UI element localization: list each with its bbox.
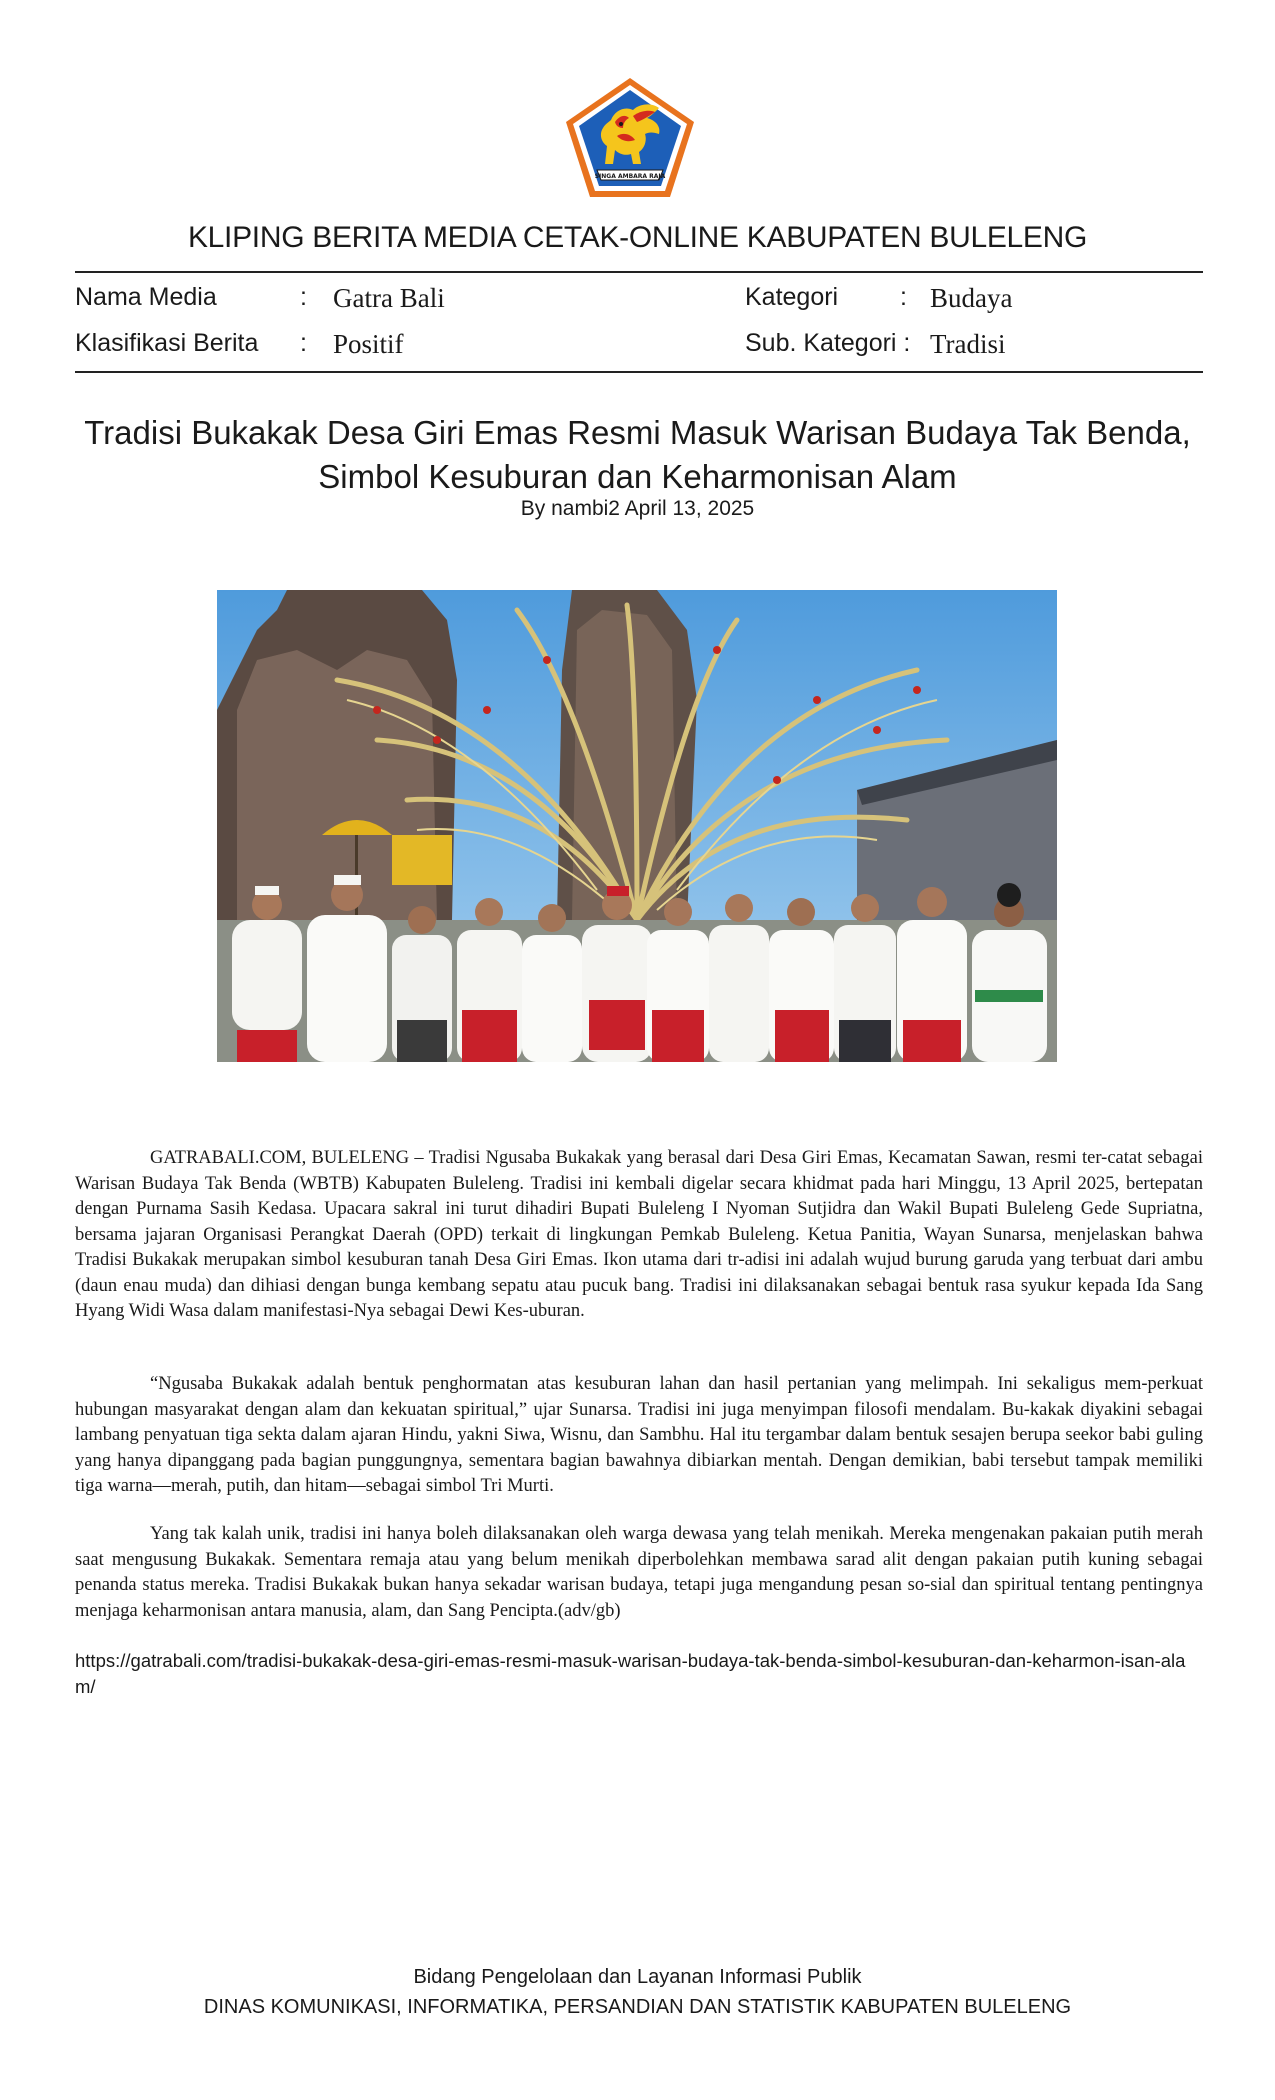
klasifikasi-colon: : <box>300 329 307 357</box>
kategori-colon: : <box>900 283 907 311</box>
article-title-line1: Tradisi Bukakak Desa Giri Emas Resmi Masuk Warisan Budaya Tak Benda, <box>84 414 1191 451</box>
article-photo <box>217 590 1057 1062</box>
logo-motto: SINGA AMBARA RAJA <box>594 173 666 180</box>
source-url[interactable]: https://gatrabali.com/tradisi-bukakak-desa-giri-emas-resmi-masuk-warisan-budaya-tak-benda-simbol-kesuburan-dan-keharmon-isan-alam/ <box>75 1650 1186 1697</box>
footer-division: Bidang Pengelolaan dan Layanan Informasi Publik <box>413 1966 862 1988</box>
klasifikasi-value: Positif <box>333 329 404 359</box>
nama-media-colon: : <box>300 283 307 311</box>
nama-media-label: Nama Media <box>75 283 217 311</box>
kategori-label: Kategori <box>745 283 839 311</box>
article-paragraph-3: Yang tak kalah unik, tradisi ini hanya boleh dilaksanakan oleh warga dewasa yang telah menikah. Mereka mengenakan pakaian putih merah saat mengusung Bukakak. Sementara remaja atau yang belum menikah diperbolehkan membawa sarad alit dengan pakaian putih kuning sebagai penanda status mereka. Tradisi Bukakak bukan hanya sekadar warisan budaya, tetapi juga mengandung pesan so-sial dan spiritual tentang pentingnya menjaga keharmonisan antara manusia, alam, dan Sang Pencipta.(adv/gb) <box>75 1524 1203 1621</box>
footer-department: DINAS KOMUNIKASI, INFORMATIKA, PERSANDIAN DAN STATISTIK KABUPATEN BULELENG <box>203 1996 1072 2018</box>
nama-media-value: Gatra Bali <box>333 283 445 313</box>
klasifikasi-label: Klasifikasi Berita <box>75 329 259 357</box>
kategori-value: Budaya <box>930 283 1013 313</box>
divider-bottom <box>75 371 1203 373</box>
divider-top <box>75 271 1203 273</box>
article-byline: By nambi2 April 13, 2025 <box>520 497 755 520</box>
article-title-line2: Simbol Kesuburan dan Keharmonisan Alam <box>318 458 957 495</box>
sub-kategori-value: Tradisi <box>930 329 1006 359</box>
sub-kategori-label: Sub. Kategori : <box>745 329 911 357</box>
page-heading: KLIPING BERITA MEDIA CETAK-ONLINE KABUPATEN BULELENG <box>187 221 1088 254</box>
article-paragraph-2: “Ngusaba Bukakak adalah bentuk penghormatan atas kesuburan lahan dan hasil pertanian yang melimpah. Ini sekaligus mem-perkuat hubungan masyarakat dengan alam dan kekuatan spiritual,” ujar Sunarsa. Tradisi ini juga menyimpan filosofi mendalam. Bu-kakak diyakini sebagai lambang penyatuan tiga sekta dalam ajaran Hindu, yakni Siwa, Wisnu, dan Sambhu. Hal itu tergambar dalam bentuk sesajen berupa seekor babi guling yang hanya dipanggang pada bagian punggungnya, sementara bagian bawahnya dibiarkan mentah. Dengan demikian, babi tersebut tampak memiliki tiga warna—merah, putih, dan hitam—sebagai simbol Tri Murti. <box>75 1374 1203 1496</box>
buleleng-logo <box>563 76 697 200</box>
article-paragraph-1: GATRABALI.COM, BULELENG – Tradisi Ngusaba Bukakak yang berasal dari Desa Giri Emas, Kecamatan Sawan, resmi ter-catat sebagai Warisan Budaya Tak Benda (WBTB) Kabupaten Buleleng. Tradisi ini kembali digelar secara khidmat pada hari Minggu, 13 April 2025, bertepatan dengan Purnama Sasih Kedasa. Upacara sakral ini turut dihadiri Bupati Buleleng I Nyoman Sutjidra dan Wakil Bupati Buleleng Gede Supriatna, bersama jajaran Organisasi Perangkat Daerah (OPD) terkait di lingkungan Pemkab Buleleng. Ketua Panitia, Wayan Sunarsa, menjelaskan bahwa Tradisi Bukakak merupakan simbol kesuburan tanah Desa Giri Emas. Ikon utama dari tr-adisi ini adalah wujud burung garuda yang terbuat dari ambu (daun enau muda) dan dihiasi dengan bunga kembang sepatu atau pucuk bang. Tradisi ini dilaksanakan sebagai bentuk rasa syukur kepada Ida Sang Hyang Widi Wasa dalam manifestasi-Nya sebagai Dewi Kes-uburan. <box>75 1148 1203 1321</box>
article-title <box>60 411 1215 499</box>
